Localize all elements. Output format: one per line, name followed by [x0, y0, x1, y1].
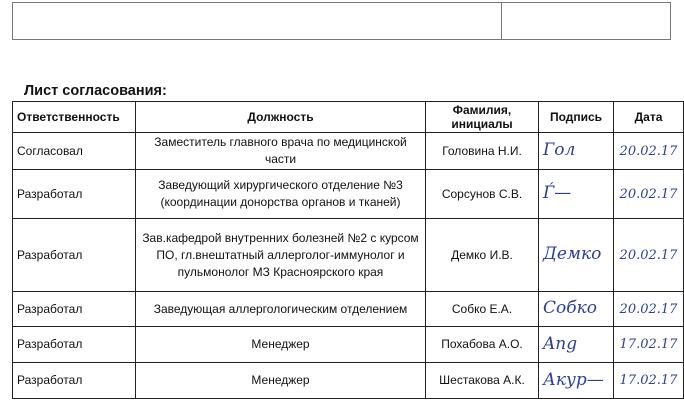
row-responsibility: Разработал [13, 327, 136, 363]
section-title: Лист согласования: [24, 83, 167, 99]
row-responsibility: Разработал [13, 292, 136, 327]
row-date [614, 170, 684, 219]
col-header-date: Дата [614, 102, 684, 133]
handwritten-signature: Ѓ— [543, 183, 572, 203]
table-row [13, 292, 684, 327]
handwritten-date: 17.02.17 [619, 337, 678, 352]
row-position: Зав.кафедрой внутренних болезней №2 с курсом ПО, гл.внештатный аллерголог-иммунолог и пульмонолог МЗ Красноярского края [136, 219, 426, 292]
handwritten-date: 20.02.17 [619, 186, 678, 202]
col-header-signature: Подпись [539, 102, 614, 133]
row-name: Собко Е.А. [426, 292, 539, 327]
handwritten-date: 20.02.17 [619, 301, 678, 317]
table-row [13, 327, 684, 363]
handwritten-signature: Ang [543, 333, 578, 354]
row-date [614, 363, 684, 399]
header-row [13, 102, 684, 133]
handwritten-date: 20.02.17 [619, 247, 678, 263]
row-signature [539, 363, 614, 399]
row-position: Заместитель главного врача по медицинской части [136, 133, 426, 170]
row-responsibility: Согласовал [13, 133, 136, 170]
row-position: Заведующая аллергологическим отделением [136, 292, 426, 327]
table-row [13, 363, 684, 399]
row-responsibility: Разработал [13, 363, 136, 399]
row-name: Сорсунов С.В. [426, 170, 539, 219]
handwritten-date: 17.02.17 [619, 373, 678, 388]
row-signature [539, 292, 614, 327]
table-row [13, 133, 684, 170]
col-header-position: Должность [136, 102, 426, 133]
handwritten-signature: Демко [543, 244, 602, 264]
row-name: Головина Н.И. [426, 133, 539, 170]
handwritten-date: 20.02.17 [619, 143, 678, 159]
row-name: Похабова А.О. [426, 327, 539, 363]
handwritten-signature: Гол [543, 140, 576, 160]
approval-table [12, 101, 684, 399]
table-row [13, 219, 684, 292]
col-header-responsibility: Ответственность [13, 102, 136, 133]
row-name: Демко И.В. [426, 219, 539, 292]
row-date [614, 133, 684, 170]
top-table-fragment [12, 2, 671, 40]
handwritten-signature: Собко [543, 298, 598, 318]
row-date [614, 219, 684, 292]
row-signature [539, 170, 614, 219]
row-position: Заведующий хирургического отделение №3 (координации донорства органов и тканей) [136, 170, 426, 219]
row-position: Менеджер [136, 327, 426, 363]
row-responsibility: Разработал [13, 219, 136, 292]
row-date [614, 327, 684, 363]
row-signature [539, 133, 614, 170]
col-header-name: Фамилия, инициалы [426, 102, 539, 133]
row-name: Шестакова А.К. [426, 363, 539, 399]
table-row [13, 170, 684, 219]
handwritten-signature: Акур— [543, 369, 604, 390]
row-responsibility: Разработал [13, 170, 136, 219]
row-signature [539, 219, 614, 292]
row-signature [539, 327, 614, 363]
top-table-divider [501, 3, 502, 39]
row-position: Менеджер [136, 363, 426, 399]
row-date [614, 292, 684, 327]
